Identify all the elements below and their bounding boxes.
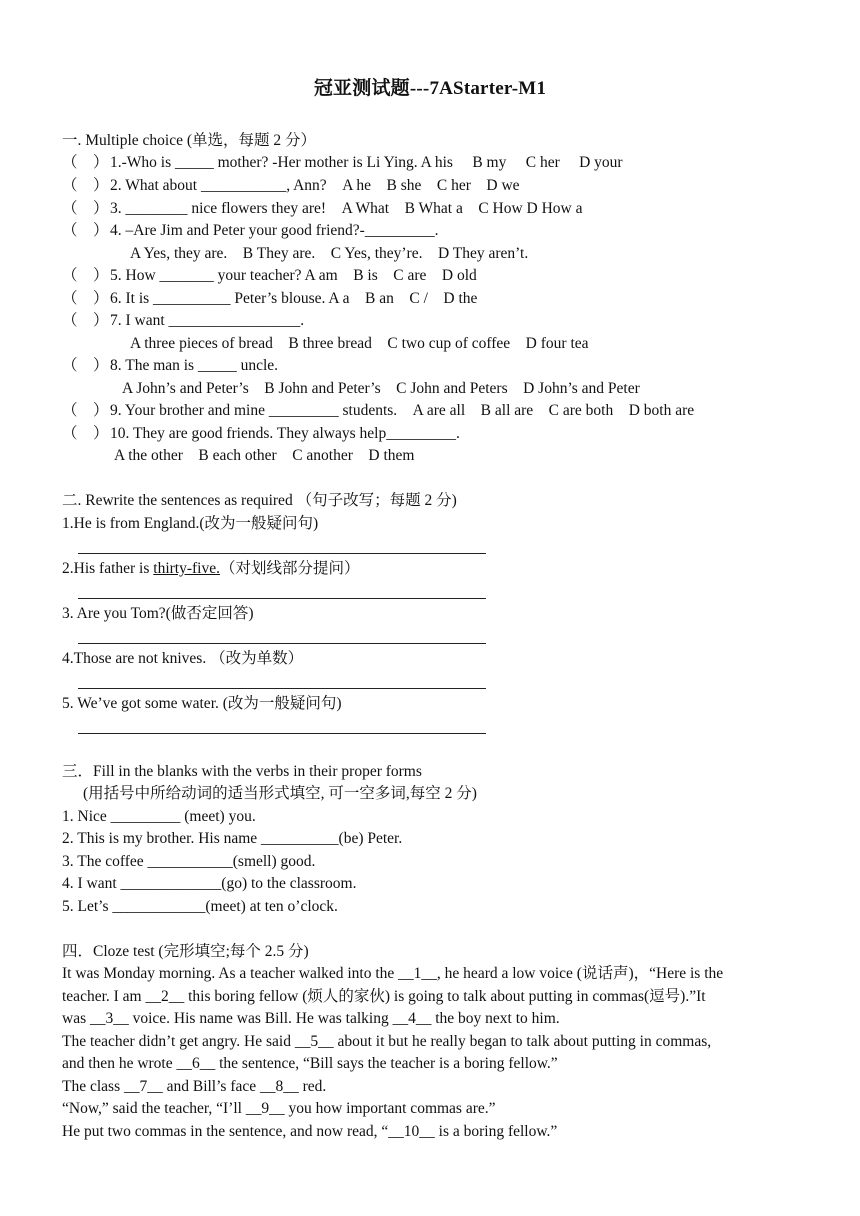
mc-question-4-options: A Yes, they are. B They are. C Yes, they’re. D They aren’t.: [130, 245, 529, 262]
cloze-line-3: was __3__ voice. His name was Bill. He was talking __4__ the boy next to him.: [62, 1010, 560, 1027]
section1-heading: 一. Multiple choice (单选，每题 2 分）: [62, 132, 316, 149]
mc-question-6: [62, 289, 477, 309]
mc-question-8-options: A John’s and Peter’s B John and Peter’s C John and Peters D John’s and Peter: [122, 380, 640, 397]
mc-question-10-options: A the other B each other C another D them: [114, 447, 415, 464]
cloze-line-7: “Now,” said the teacher, “I’ll __9__ you how important commas are.”: [62, 1100, 496, 1117]
mc-question-7-text: 7. I want _________________.: [110, 312, 305, 329]
mc-question-10-text: 10. They are good friends. They always help_________.: [110, 425, 460, 442]
rewrite-5: 5. We’ve got some water. (改为一般疑问句): [62, 695, 342, 712]
mc-question-1: [62, 153, 623, 173]
answer-line-2: [78, 598, 486, 599]
answer-bracket: （ ）: [62, 402, 109, 419]
answer-bracket: （ ）: [62, 290, 109, 307]
mc-question-9-text: 9. Your brother and mine _________ students. A are all B all are C are both D both are: [110, 402, 695, 419]
answer-bracket: （ ）: [62, 177, 109, 194]
rewrite-2-text: 2.His father is: [62, 560, 154, 577]
answer-bracket: （ ）: [62, 357, 109, 374]
cloze-line-5: and then he wrote __6__ the sentence, “Bill says the teacher is a boring fellow.”: [62, 1055, 558, 1072]
section4-heading: 四．Cloze test (完形填空;每个 2.5 分): [62, 943, 309, 960]
section2-heading: 二. Rewrite the sentences as required （句子改写；每题 2 分): [62, 492, 457, 509]
rewrite-1: 1.He is from England.(改为一般疑问句): [62, 515, 319, 532]
mc-question-5: [62, 266, 477, 286]
mc-question-2-text: 2. What about ___________, Ann? A he B she C her D we: [110, 177, 520, 194]
cloze-line-2: teacher. I am __2__ this boring fellow (烦人的家伙) is going to talk about putting in commas(逗号).”It: [62, 988, 706, 1005]
fill-blank-2: 2. This is my brother. His name __________(be) Peter.: [62, 830, 403, 847]
answer-line-1: [78, 553, 486, 554]
answer-line-4: [78, 688, 486, 689]
answer-bracket: （ ）: [62, 200, 109, 217]
mc-question-6-text: 6. It is __________ Peter’s blouse. A a B an C / D the: [110, 290, 478, 307]
fill-blank-3: 3. The coffee ___________(smell) good.: [62, 853, 316, 870]
rewrite-4: 4.Those are not knives. （改为单数）: [62, 650, 304, 667]
mc-question-7-options: A three pieces of bread B three bread C two cup of coffee D four tea: [130, 335, 589, 352]
answer-line-5: [78, 733, 486, 734]
mc-question-8-text: 8. The man is _____ uncle.: [110, 357, 279, 374]
fill-blank-5: 5. Let’s ____________(meet) at ten o’clock.: [62, 898, 338, 915]
rewrite-2-underlined: thirty-five.: [153, 560, 220, 577]
section3-heading: 三．Fill in the blanks with the verbs in their proper forms: [62, 763, 422, 780]
mc-question-10: [62, 424, 460, 444]
mc-question-2: [62, 176, 520, 196]
mc-question-3-text: 3. ________ nice flowers they are! A What B What a C How D How a: [110, 200, 583, 217]
cloze-line-4: The teacher didn’t get angry. He said __5__ about it but he really began to talk about putting in commas,: [62, 1033, 712, 1050]
mc-question-5-text: 5. How _______ your teacher? A am B is C are D old: [110, 267, 477, 284]
section3-subheading: (用括号中所给动词的适当形式填空, 可一空多词,每空 2 分): [83, 785, 477, 802]
fill-blank-1: 1. Nice _________ (meet) you.: [62, 808, 256, 825]
rewrite-3: 3. Are you Tom?(做否定回答): [62, 605, 254, 622]
fill-blank-4: 4. I want _____________(go) to the classroom.: [62, 875, 357, 892]
mc-question-4-text: 4. –Are Jim and Peter your good friend?-_________.: [110, 222, 439, 239]
answer-line-3: [78, 643, 486, 644]
mc-question-9: [62, 401, 694, 421]
page-title: 冠亚测试题---7AStarter-M1: [313, 78, 547, 99]
answer-bracket: （ ）: [62, 312, 109, 329]
mc-question-1-text: 1.-Who is _____ mother? -Her mother is Li Ying. A his B my C her D your: [110, 154, 623, 171]
answer-bracket: （ ）: [62, 425, 109, 442]
answer-bracket: （ ）: [62, 267, 109, 284]
rewrite-2: [62, 559, 360, 579]
answer-bracket: （ ）: [62, 154, 109, 171]
answer-bracket: （ ）: [62, 222, 109, 239]
cloze-line-8: He put two commas in the sentence, and now read, “__10__ is a boring fellow.”: [62, 1123, 558, 1140]
mc-question-7: [62, 311, 304, 331]
mc-question-4: [62, 221, 438, 241]
rewrite-2-instruction: （对划线部分提问）: [219, 560, 360, 577]
cloze-line-6: The class __7__ and Bill’s face __8__ red.: [62, 1078, 327, 1095]
mc-question-3: [62, 199, 583, 219]
cloze-line-1: It was Monday morning. As a teacher walked into the __1__, he heard a low voice (说话声)，“Here is the: [62, 965, 724, 982]
mc-question-8: [62, 356, 278, 376]
